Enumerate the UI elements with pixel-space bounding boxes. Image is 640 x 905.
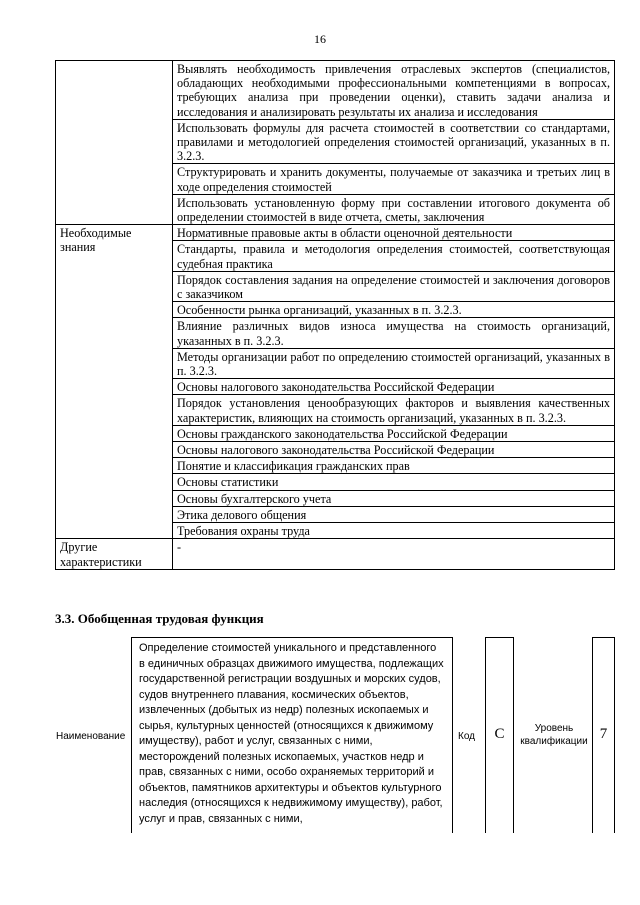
table-row bbox=[56, 61, 615, 120]
name-label: Наименование bbox=[56, 731, 126, 742]
knowledge-item: Методы организации работ по определению стоимостей организаций, указанных в п. 3.2.3. bbox=[173, 348, 615, 378]
knowledge-label: Необходимые знания bbox=[56, 225, 173, 539]
section-title: 3.3. Обобщенная трудовая функция bbox=[55, 611, 264, 626]
knowledge-item: Влияние различных видов износа имущества на стоимость организаций, указанных в п. 3.2.3. bbox=[173, 318, 615, 348]
knowledge-item: Основы гражданского законодательства Российской Федерации bbox=[173, 425, 615, 441]
table-row bbox=[56, 225, 615, 241]
code-label: Код bbox=[458, 731, 476, 742]
knowledge-item: Стандарты, правила и методология определения стоимостей, соответствующая судебная практика bbox=[173, 241, 615, 271]
skills-label bbox=[56, 61, 173, 225]
page-number: 16 bbox=[314, 32, 326, 46]
knowledge-item: Основы бухгалтерского учета bbox=[173, 490, 615, 506]
skills-item: Структурировать и хранить документы, получаемые от заказчика и третьих лиц в ходе определения стоимостей bbox=[173, 164, 615, 194]
skills-item: Выявлять необходимость привлечения отраслевых экспертов (специалистов, обладающих необходимыми профессиональными компетенциями в вопросах, требующих анализа при проведении оценки), ставить задачи анализа и исследования и анализировать результаты их анализа и исследования bbox=[173, 61, 615, 120]
knowledge-item: Порядок установления ценообразующих факторов и выявления качественных характеристик, влияющих на стоимость организаций, указанных в п. 3.2.3. bbox=[173, 395, 615, 425]
qualification-level-value: 7 bbox=[592, 637, 615, 833]
name-value: Определение стоимостей уникального и представленного в единичных образцах движимого имущества, подлежащих государственной регистрации воздушных и морских судов, судов внутреннего плавания, космических объектов, извлеченных (добытых из недр) полезных ископаемых и сырья, культурных ценностей (относящихся к движимому имуществу), работ и услуг, связанных с ними, месторождений полезных ископаемых, участков недр и прав, связанных с ними, особо охраняемых территорий и объектов, памятников архитектуры и объектов культурного наследия (относящихся к недвижимому имуществу), работ, услуг и прав, связанных с ними, bbox=[131, 637, 453, 833]
knowledge-item: Основы налогового законодательства Российской Федерации bbox=[173, 379, 615, 395]
code-value: C bbox=[485, 637, 514, 833]
other-characteristics-label: Другие характеристики bbox=[56, 539, 173, 569]
knowledge-item: Особенности рынка организаций, указанных в п. 3.2.3. bbox=[173, 302, 615, 318]
knowledge-item: Требования охраны труда bbox=[173, 523, 615, 539]
qualification-level-label: Уровень квалификации bbox=[520, 723, 588, 747]
knowledge-item: Основы статистики bbox=[173, 474, 615, 490]
table-row bbox=[56, 539, 615, 569]
knowledge-item: Порядок составления задания на определение стоимостей и заключения договоров с заказчиком bbox=[173, 271, 615, 301]
knowledge-item: Нормативные правовые акты в области оценочной деятельности bbox=[173, 225, 615, 241]
skills-item: Использовать формулы для расчета стоимостей в соответствии со стандартами, правилами и методологией определения стоимостей организаций, указанных в п. 3.2.3. bbox=[173, 119, 615, 164]
competency-table bbox=[55, 60, 615, 570]
knowledge-item: Этика делового общения bbox=[173, 506, 615, 522]
skills-item: Использовать установленную форму при составлении итогового документа об определении стоимостей в виде отчета, сметы, заключения bbox=[173, 194, 615, 224]
other-characteristics-value: - bbox=[173, 539, 615, 569]
knowledge-item: Основы налогового законодательства Российской Федерации bbox=[173, 442, 615, 458]
knowledge-item: Понятие и классификация гражданских прав bbox=[173, 458, 615, 474]
